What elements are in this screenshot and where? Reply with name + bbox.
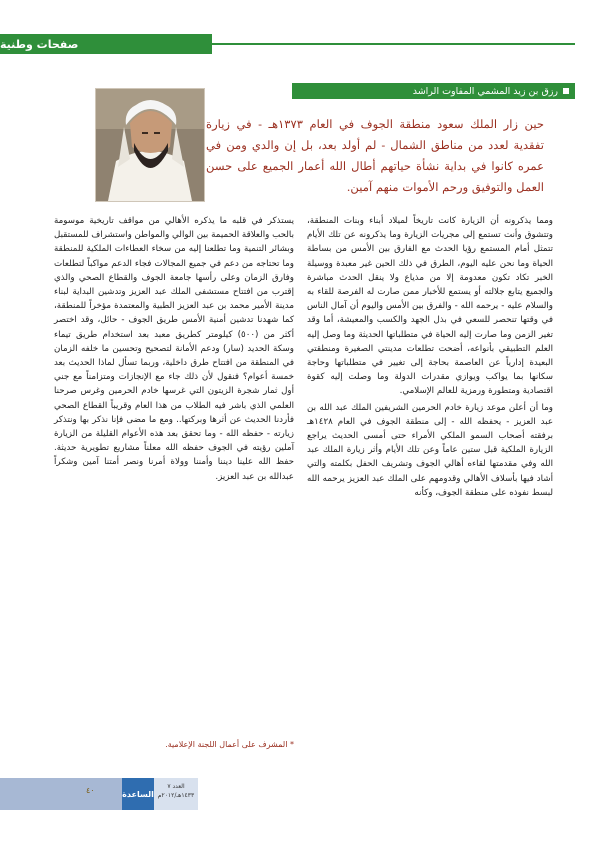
article-column-left xyxy=(54,214,294,486)
author-bar xyxy=(292,83,575,99)
paragraph: ومما يذكرونه أن الزيارة كانت تاريخاً لميلاد أبناء وبنات المنطقة، وتتشوق وأنت تستمع إلى مجريات الزيارة وما يذكرونه عن تلك الأيام تتمثل أمام المستمع رؤيا الحدث مع الفارق بين الأمس من بساطة الحياة وما نحن عليه اليوم، الطرق في ذلك الحين غير معبدة ووسيلة الخبر تكاد تكون معدومة إلا من مذياع ولا ينقل الحدث مباشرة والجميع يتابع جلالته أو يستمع للأخبار ممن صارت له الفرصة للقاء به والسلام عليه - يرحمه الله - والفرق بين الأمس واليوم أن آمال الناس في وقتها تنحصر للسعي في بذل الجهد والكسب والمعيشة، أما وقد تغير الزمن وما صارت إليه الحياة في متطلباتها الحديثة وما وصل إليه العلم التطبيقي بأنواعه، أضحت تطلعات مدينتي الصغيرة ومنطقتي البعيدة إدارياً عن العاصمة بحاجة إلى تغيير في متطلباتها وحاجة سكانها بما يواكب ويوازي مقدرات الدولة وما وصلت إليه كقوة اقتصادية ومتطورة ورمزية للعالم الإسلامي. xyxy=(307,216,553,397)
author-portrait xyxy=(95,88,205,202)
issue-info xyxy=(154,778,198,810)
paragraph: وما أن أعلن موعد زيارة خادم الحرمين الشريفين الملك عبد الله بن عبد العزيز - يحفظه الله - إلى منطقة الجوف في العام ١٤٢٨هـ برفقته أصحاب السمو الملكي الأمراء حتى أمسى الحديث يراجع الزيارة الملكية قبل ستين عاماً وعن تلك الأيام وأثر زيارة الملك عبد الله وفي مقدمتها لقاءه أهالي الجوف وتشريف الحفل بكلمته والتي أشاد فيها بأسلاف الأهالي وقدومهم على الملك عبد العزيز يرحمه الله لبسط نفوذه على منطقة الجوف، وكأنه xyxy=(307,402,553,498)
issue-label: العدد ٧ xyxy=(167,783,185,790)
magazine-logo xyxy=(122,778,154,810)
bullet-square-icon xyxy=(563,88,569,94)
magazine-name: الساعدة xyxy=(122,789,154,799)
paragraph: يستذكر في قلبه ما يذكره الأهالي من مواقف تاريخية موسومة بالحب والعلاقة الحميمة بين الوالي والمواطن واستشراف للمستقبل وبشائر التنمية وما تطلعنا إليه من سخاء العطاءات الملكية للمنطقة وما تحتاجه من دعم في جميع المجالات فجاء الدعم مواكباً لتطلعات وفارق الزمان وعلى رأسها جامعة الجوف والقطاع الصحي والذي إقترب من افتتاح مستشفى الملك عبد العزيز وتدشين البداية لبناء مدينة الأمير محمد بن عبد العزيز الطبية والمعتمدة مؤخراً للمنطقة، كما شهدنا تدشين أمنية الأمس طريق الجوف - حائل، وقد اختصر أكثر من (٥٠٠) كيلومتر كطريق معبد بعد استخدام طريق تيماء وسكة الحديد (سار) ودعم الأمانة لتصحيح وتحسين ما خلفه الزمان في المنطقة من افتتاح طرق داخلية، وربما تسأل لماذا الحديث بعد خمسة أعوام؟ فنقول لأن ذلك جاء مع الإنجازات ومتزامناً مع جني أول ثمار شجرة الزيتون التي غرسها خادم الحرمين وغرس صرحنا العلمي الذي باشر فيه الطلاب من هذا العام وقريباً القطاع الصحي فأردنا الحديث عن أثرها وبركتها.. ومع ما مضى فإنا نذكر بها ونتذكر زيارته - حفظه الله - وما تحقق بعد هذه الأعوام القليلة من الزيارة آملين رؤيته في الجوف حفظه الله معلناً مشاريع تطويرية حديثة. حفظ الله علينا ديننا وأمننا وولاة أمرنا ونصر أمتنا آمين وشكراً عبدالله بن عبد العزيز. xyxy=(54,216,294,482)
footnote: * المشرف على أعمال اللجنة الإعلامية. xyxy=(165,740,294,749)
section-divider xyxy=(212,43,575,45)
article-column-right xyxy=(307,214,553,502)
author-name: رزق بن زيد المشمي المفاوت الراشد xyxy=(412,85,558,97)
section-title: صفحات وطنية xyxy=(0,37,79,51)
intro-paragraph: حين زار الملك سعود منطقة الجوف في العام ١٣٧٣هـ - في زيارة تفقدية لعدد من مناطق الشمال - لم أولد بعد، بل إن والدي ومن في عمره كانوا في بداية نشأة حياتهم أطال الله أعمار الجميع على حسن العمل والتوفيق ورحم الأموات منهم آمين. xyxy=(206,117,544,194)
section-header xyxy=(0,34,212,54)
portrait-image xyxy=(96,89,204,201)
issue-date: ١٤٣٣هـ/٢٠١٢م xyxy=(157,792,195,799)
page-number: ٤٠ xyxy=(86,786,95,795)
